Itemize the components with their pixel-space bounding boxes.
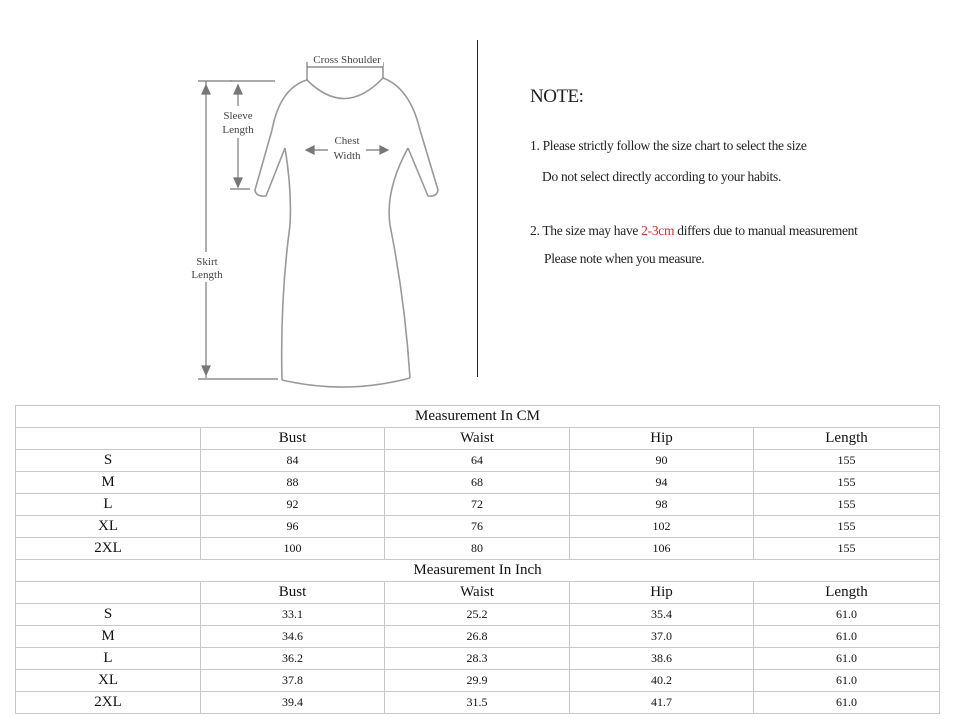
measurement-cell: 40.2	[570, 670, 754, 692]
measurement-cell: 98	[570, 494, 754, 516]
column-header: Length	[754, 428, 940, 450]
table-row	[16, 670, 940, 692]
table-row	[16, 494, 940, 516]
note-line-1b: Do not select directly according to your habits.	[542, 169, 782, 184]
measurement-cell: 84	[201, 450, 385, 472]
measurement-cell: 28.3	[385, 648, 570, 670]
measurement-cell: 61.0	[754, 604, 940, 626]
measurement-cell: 102	[570, 516, 754, 538]
dress-measurement-diagram	[0, 0, 480, 400]
measurement-cell: 94	[570, 472, 754, 494]
measurement-cell: 61.0	[754, 692, 940, 714]
cross-shoulder-label: Cross Shoulder	[313, 54, 381, 66]
measurement-cell: 61.0	[754, 648, 940, 670]
size-label-cell: M	[16, 472, 201, 494]
table-header-row	[16, 582, 940, 604]
measurement-cell: 33.1	[201, 604, 385, 626]
table-row	[16, 538, 940, 560]
measurement-cell: 72	[385, 494, 570, 516]
note-title: NOTE:	[530, 86, 584, 107]
measurement-cell: 25.2	[385, 604, 570, 626]
measurement-cell: 155	[754, 538, 940, 560]
column-header	[16, 582, 201, 604]
table-row	[16, 604, 940, 626]
column-header: Hip	[570, 582, 754, 604]
measurement-cell: 37.0	[570, 626, 754, 648]
table-section-title: Measurement In CM	[16, 406, 940, 428]
chest-width-label-line1: Chest	[334, 135, 360, 147]
note-line-2-pre: 2. The size may have	[530, 223, 642, 238]
table-header-row	[16, 428, 940, 450]
size-label-cell: XL	[16, 670, 201, 692]
measurement-cell: 34.6	[201, 626, 385, 648]
measurement-cell: 155	[754, 472, 940, 494]
chest-width-label-line2: Width	[333, 150, 361, 162]
size-label-cell: M	[16, 626, 201, 648]
measurement-cell: 88	[201, 472, 385, 494]
column-header: Waist	[385, 582, 570, 604]
size-label-cell: S	[16, 604, 201, 626]
size-chart-body	[16, 406, 940, 714]
size-label-cell: S	[16, 450, 201, 472]
column-header: Length	[754, 582, 940, 604]
size-chart-table	[15, 405, 940, 714]
note-line-2-post: differs due to manual measurement	[674, 223, 858, 238]
table-row	[16, 450, 940, 472]
note-highlight: 2-3cm	[641, 223, 675, 238]
measurement-cell: 41.7	[570, 692, 754, 714]
column-header: Hip	[570, 428, 754, 450]
measurement-cell: 35.4	[570, 604, 754, 626]
measurement-cell: 29.9	[385, 670, 570, 692]
size-label-cell: L	[16, 494, 201, 516]
column-header: Bust	[201, 428, 385, 450]
size-label-cell: 2XL	[16, 692, 201, 714]
measurement-cell: 155	[754, 494, 940, 516]
size-label-cell: L	[16, 648, 201, 670]
note-line-2b: Please note when you measure.	[544, 251, 705, 266]
measurement-cell: 80	[385, 538, 570, 560]
size-label-cell: XL	[16, 516, 201, 538]
vertical-divider	[477, 40, 478, 377]
table-row	[16, 626, 940, 648]
measurement-cell: 106	[570, 538, 754, 560]
column-header	[16, 428, 201, 450]
sleeve-length-label-line2: Length	[222, 124, 254, 136]
note-line-2	[530, 223, 858, 239]
table-section-title-row	[16, 560, 940, 582]
measurement-cell: 155	[754, 516, 940, 538]
skirt-length-label-line1: Skirt	[196, 256, 218, 268]
table-row	[16, 472, 940, 494]
measurement-cell: 96	[201, 516, 385, 538]
table-row	[16, 692, 940, 714]
dress-outline	[255, 78, 438, 387]
measurement-cell: 61.0	[754, 670, 940, 692]
measurement-cell: 76	[385, 516, 570, 538]
measurement-cell: 37.8	[201, 670, 385, 692]
table-row	[16, 516, 940, 538]
measurement-cell: 155	[754, 450, 940, 472]
measurement-cell: 68	[385, 472, 570, 494]
column-header: Waist	[385, 428, 570, 450]
table-row	[16, 648, 940, 670]
measurement-cell: 64	[385, 450, 570, 472]
measurement-cell: 26.8	[385, 626, 570, 648]
measurement-cell: 38.6	[570, 648, 754, 670]
measurement-cell: 90	[570, 450, 754, 472]
measurement-cell: 100	[201, 538, 385, 560]
table-section-title-row	[16, 406, 940, 428]
measurement-cell: 36.2	[201, 648, 385, 670]
table-section-title: Measurement In Inch	[16, 560, 940, 582]
note-line-1: 1. Please strictly follow the size chart to select the size	[530, 138, 807, 153]
measurement-cell: 31.5	[385, 692, 570, 714]
sleeve-length-label-line1: Sleeve	[223, 110, 253, 122]
skirt-length-label-line2: Length	[191, 269, 223, 281]
measurement-cell: 61.0	[754, 626, 940, 648]
measurement-cell: 39.4	[201, 692, 385, 714]
measurement-cell: 92	[201, 494, 385, 516]
size-label-cell: 2XL	[16, 538, 201, 560]
column-header: Bust	[201, 582, 385, 604]
